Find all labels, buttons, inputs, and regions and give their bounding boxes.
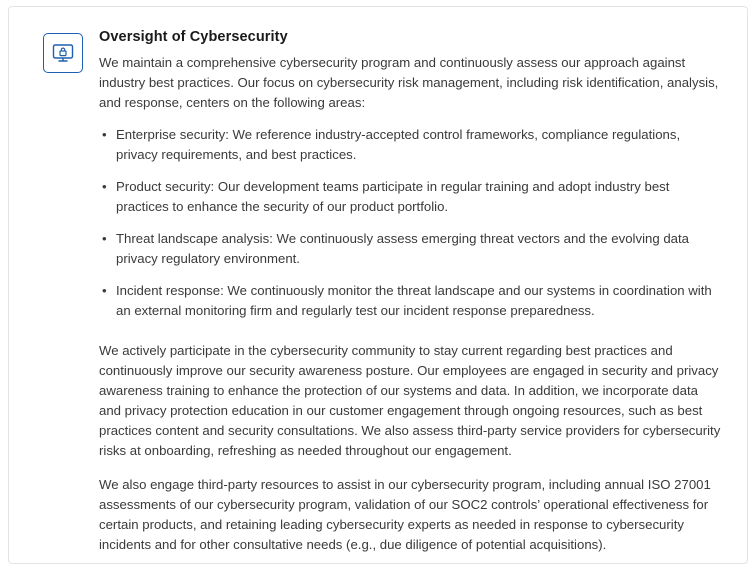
cybersecurity-oversight-card <box>8 6 748 564</box>
list-item: • Incident response: We continuously monitor the threat landscape and our systems in coordination with an external monitoring firm and regularly test our incident response preparedness. <box>99 281 723 321</box>
third-party-paragraph: We also engage third-party resources to assist in our cybersecurity program, including annual ISO 27001 assessments of our cybersecurity program, validation of our SOC2 controls’ operational effectiveness for certain products, and retaining leading cybersecurity experts as needed in response to cybersecurity incidents and for other consultative needs (e.g., due diligence of potential acquisitions). <box>99 477 711 552</box>
focus-areas-list <box>99 125 723 321</box>
list-item: • Enterprise security: We reference industry-accepted control frameworks, compliance regulations, privacy requirements, and best practices. <box>99 125 723 165</box>
community-paragraph: We actively participate in the cybersecurity community to stay current regarding best practices and continuously improve our security awareness posture. Our employees are engaged in security and privacy awareness training to enhance the protection of our systems and data. In addition, we incorporate data and privacy protection education in our customer engagement through ongoing resources, such as best practices content and security consultations. We also assess third-party service providers for cybersecurity risks at onboarding, refreshing as needed throughout our engagement. <box>99 343 721 458</box>
monitor-lock-icon <box>43 33 83 73</box>
icon-column <box>27 29 99 543</box>
card-content <box>99 29 727 552</box>
list-item: • Product security: Our development teams participate in regular training and adopt industry best practices to enhance the security of our product portfolio. <box>99 177 723 217</box>
list-item: • Threat landscape analysis: We continuously assess emerging threat vectors and the evolving data privacy regulatory environment. <box>99 229 723 269</box>
intro-paragraph: We maintain a comprehensive cybersecurity program and continuously assess our approach against industry best practices. Our focus on cybersecurity risk management, including risk identification, analysis, and response, centers on the following areas: <box>99 55 719 110</box>
list-spacer <box>99 333 723 341</box>
page-title: Oversight of Cybersecurity <box>99 29 288 45</box>
